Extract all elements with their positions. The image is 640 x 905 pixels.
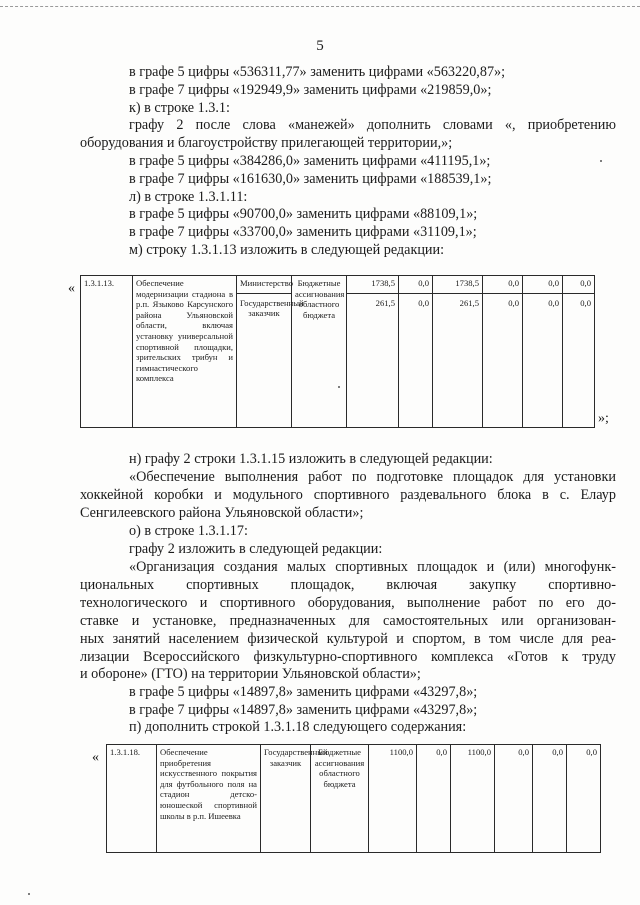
row-source-cell	[292, 276, 347, 428]
text-line: графу 2 после слова «манежей» дополнить словами «, приобретению	[129, 117, 616, 133]
cell-value: 0,0	[518, 747, 529, 757]
cell-value: 1100,0	[467, 747, 491, 757]
cell-value: 1738,5	[455, 278, 479, 288]
scan-speck	[338, 386, 340, 388]
row-executor-cell	[261, 745, 328, 853]
cell-value: Обеспечение модернизации стадиона в р.п. Языково Карсунского района Ульяновской области, включая установку универсальной спортивной площадки, зрительских трибун и гимнастического комплекса	[136, 278, 233, 384]
value-cell	[495, 745, 533, 853]
text-line: ставке и установке, предназначенных для самостоятельных или организован-	[80, 613, 616, 629]
text-line: п) дополнить строкой 1.3.1.18 следующего содержания:	[129, 719, 467, 735]
row-name-cell	[157, 745, 261, 853]
text-line: к) в строке 1.3.1:	[129, 100, 230, 116]
cell-value: Министерство	[240, 278, 293, 288]
cell-value: 0,0	[563, 293, 594, 309]
text-line: оборудования и благоустройству прилегающей территории,»;	[80, 135, 453, 151]
cell-value: Обеспечение приобретения искусственного покрытия для футбольного поля на стадион детско-юношеской спортивной школы в р.п. Ишеевка	[160, 747, 257, 821]
cell-value: 1100,0	[389, 747, 413, 757]
value-cell	[451, 745, 495, 853]
text-line: в графе 5 цифры «90700,0» заменить цифрами «88109,1»;	[129, 206, 478, 222]
cell-value: Бюджетные ассигнования областного бюджета	[295, 278, 345, 320]
text-line: циональных спортивных площадок, включая закупку спортивно-	[80, 577, 616, 593]
text-line: в графе 5 цифры «14897,8» заменить цифрами «43297,8»;	[129, 684, 478, 700]
value-cell	[567, 745, 601, 853]
cell-value: 0,0	[418, 278, 429, 288]
text-line: графу 2 изложить в следующей редакции:	[129, 541, 383, 557]
cell-value: 0,0	[580, 278, 591, 288]
text-line: в графе 7 цифры «33700,0» заменить цифрами «31109,1»;	[129, 224, 477, 240]
value-cell	[433, 276, 483, 428]
cell-value: 0,0	[483, 293, 522, 309]
text-line: в графе 5 цифры «384286,0» заменить цифрами «411195,1»;	[129, 153, 491, 169]
cell-value: 0,0	[552, 747, 563, 757]
text-line: м) строку 1.3.1.13 изложить в следующей редакции:	[129, 242, 445, 258]
text-line: ных занятий населением физической культурой и спортом, в том числе для реа-	[80, 631, 616, 647]
text-line: л) в строке 1.3.1.11:	[129, 189, 248, 205]
table-row-1-3-1-13	[80, 275, 595, 428]
text-line: о) в строке 1.3.1.17:	[129, 523, 248, 539]
cell-value: Государственный заказчик	[237, 293, 291, 319]
text-line: в графе 7 цифры «14897,8» заменить цифрами «43297,8»;	[129, 702, 478, 718]
value-cell	[347, 276, 399, 428]
cell-value: Государственный заказчик	[264, 747, 328, 768]
value-cell	[563, 276, 595, 428]
text-line: хоккейной коробки и модульного спортивного раздевального блока в с. Елаур	[80, 487, 616, 503]
cell-value: 1.3.1.18.	[110, 747, 141, 757]
text-line: «Организация создания малых спортивных площадок и (или) многофунк-	[129, 559, 616, 575]
value-cell	[533, 745, 567, 853]
cell-value: 0,0	[548, 278, 559, 288]
scan-edge-line	[0, 6, 640, 8]
text-line: технологического и спортивного оборудования, выполнение работ по его до-	[80, 595, 616, 611]
cell-value: 0,0	[523, 293, 562, 309]
cell-value: 0,0	[399, 293, 432, 309]
text-line: Сенгилеевского района Ульяновской области»;	[80, 505, 364, 521]
text-line: в графе 7 цифры «161630,0» заменить цифрами «188539,1»;	[129, 171, 492, 187]
open-quote: «	[68, 281, 75, 296]
text-line: и обороне» (ГТО) на территории Ульяновской области»;	[80, 666, 421, 682]
value-cell	[417, 745, 451, 853]
text-line: в графе 7 цифры «192949,9» заменить цифрами «219859,0»;	[129, 82, 492, 98]
cell-value: 0,0	[436, 747, 447, 757]
value-cell	[483, 276, 523, 428]
text-line: в графе 5 цифры «536311,77» заменить цифрами «563220,87»;	[129, 64, 506, 80]
cell-value: 0,0	[586, 747, 597, 757]
value-cell	[523, 276, 563, 428]
cell-value: 1738,5	[371, 278, 395, 288]
scan-speck	[28, 893, 30, 895]
text-line: «Обеспечение выполнения работ по подготовке площадок для установки	[129, 469, 616, 485]
row-number-cell	[107, 745, 157, 853]
page-number: 5	[316, 38, 324, 54]
cell-value: Бюджетные ассигнования областного бюджета	[314, 747, 365, 789]
text-line: н) графу 2 строки 1.3.1.15 изложить в следующей редакции:	[129, 451, 493, 467]
table-row-1-3-1-18	[106, 744, 601, 853]
row-number-cell	[81, 276, 133, 428]
cell-value: 0,0	[508, 278, 519, 288]
open-quote: «	[92, 750, 99, 765]
text-line: лизации Всероссийского физкультурно-спортивного комплекса «Готов к труду	[80, 649, 616, 665]
row-executor-cell	[237, 276, 304, 428]
cell-value: 1.3.1.13.	[84, 278, 115, 288]
cell-value: 261,5	[347, 293, 398, 309]
value-cell	[369, 745, 417, 853]
row-name-cell	[133, 276, 237, 428]
close-quote: »;	[598, 411, 609, 426]
scan-speck	[600, 160, 602, 162]
row-source-cell	[311, 745, 369, 853]
cell-value: 261,5	[433, 293, 482, 309]
value-cell	[399, 276, 433, 428]
